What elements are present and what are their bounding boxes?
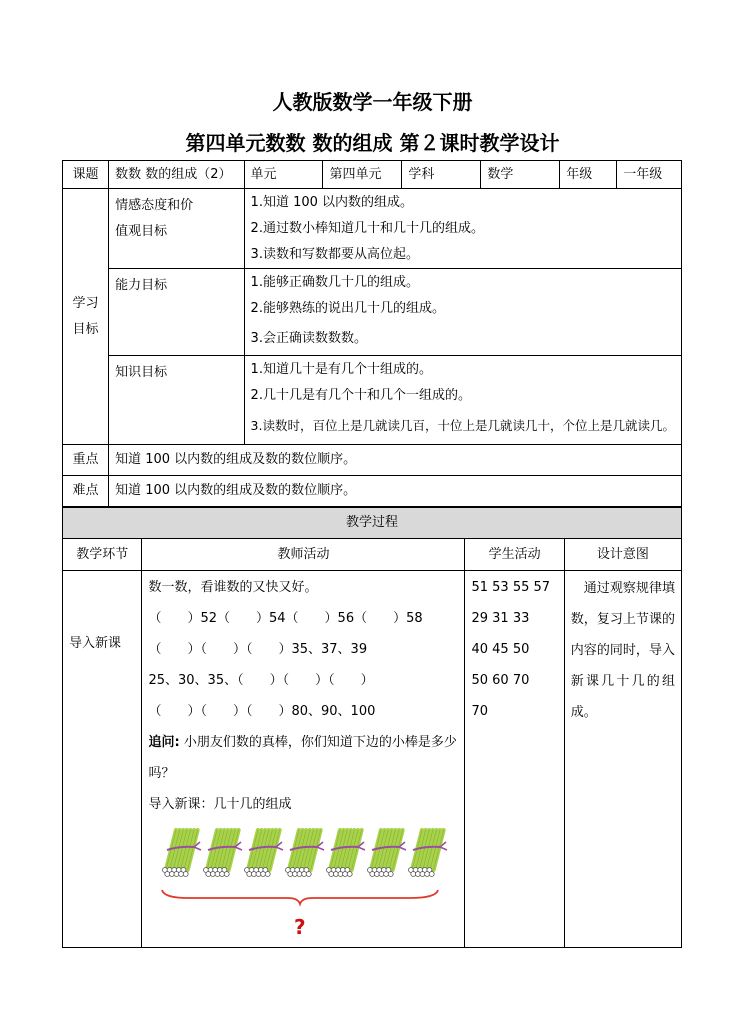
ability-goal-item: 1.能够正确数几十几的组成。 — [250, 275, 419, 290]
stick-bundle — [327, 830, 366, 877]
stick-bundle — [204, 830, 243, 877]
stick-bundle — [286, 830, 325, 877]
fill-blank-line: （ ）52（ ）54（ ）56（ ）58 — [148, 611, 423, 626]
question-label: 追问: — [148, 735, 180, 750]
knowledge-goal-label: 知识目标 — [109, 356, 244, 445]
emotion-goal-item: 2.通过数小棒知道几十和几十几的组成。 — [250, 221, 484, 236]
ability-goal-items — [244, 269, 681, 356]
fill-blank-line: （ ）（ ）（ ）35、37、39 — [148, 642, 368, 657]
ability-goal-item: 2.能够熟练的说出几十几的组成。 — [250, 301, 445, 316]
stick-bundles-illustration — [148, 822, 458, 947]
column-design: 设计意图 — [564, 539, 681, 571]
knowledge-goal-item: 3.读数时，百位上是几就读几百，十位上是几就读几十，个位上是几就读几。 — [250, 418, 675, 433]
goals-label-text: 学习目标 — [72, 295, 99, 337]
stick-bundle — [163, 830, 202, 877]
subject-value: 数学 — [481, 161, 560, 189]
grade-label: 年级 — [560, 161, 617, 189]
topic-value: 数数 数的组成（2） — [109, 161, 244, 189]
stick-end — [430, 872, 435, 877]
stick-end — [184, 872, 189, 877]
emotion-goal-item: 3.读数和写数都要从高位起。 — [250, 247, 419, 262]
student-answer: 51 53 55 57 — [471, 580, 551, 595]
document-title: 人教版数学一年级下册 — [272, 90, 473, 114]
knowledge-goal-item: 1.知道几十是有几个十组成的。 — [250, 362, 432, 377]
student-answer: 40 45 50 — [471, 642, 530, 657]
teacher-activity-cell — [142, 571, 465, 948]
student-answer: 29 31 33 — [471, 611, 530, 626]
teaching-process-table — [62, 507, 682, 948]
knowledge-goal-item: 2.几十几是有几个十和几个一组成的。 — [250, 388, 471, 403]
column-teacher: 教师活动 — [142, 539, 465, 571]
document-subtitle: 第四单元数数 数的组成 第２课时教学设计 — [185, 131, 560, 155]
design-intent-text: 通过观察规律填数，复习上节课的内容的同时，导入新课几十几的组成。 — [570, 581, 675, 720]
goals-label — [63, 189, 109, 445]
stick-end — [307, 872, 312, 877]
emotion-goal-item: 1.知道 100 以内数的组成。 — [250, 195, 414, 210]
student-answer: 50 60 70 — [471, 673, 530, 688]
difficulty-label: 难点 — [63, 476, 109, 507]
question-text: 小朋友们数的真棒，你们知道下边的小棒是多少吗？ — [148, 735, 457, 781]
lesson-info-table — [62, 160, 682, 507]
difficulty-value: 知道 100 以内数的组成及数的数位顺序。 — [109, 476, 682, 507]
fill-blank-line: 25、30、35、（ ）（ ）（ ） — [148, 673, 374, 688]
subject-label: 学科 — [402, 161, 481, 189]
emotion-goal-label — [109, 189, 244, 269]
teacher-intro: 数一数，看谁数的又快又好。 — [148, 580, 318, 595]
column-student: 学生活动 — [465, 539, 564, 571]
knowledge-goal-items — [244, 356, 681, 445]
unit-value: 第四单元 — [323, 161, 402, 189]
stick-end — [225, 872, 230, 877]
ability-goal-item: 3.会正确读数数数。 — [250, 331, 367, 346]
stick-bundle — [245, 830, 284, 877]
stick-end — [389, 872, 394, 877]
fill-blank-line: （ ）（ ）（ ）80、90、100 — [148, 704, 376, 719]
student-answer: 70 — [471, 704, 489, 719]
ability-goal-label: 能力目标 — [109, 269, 244, 356]
stage-cell: 导入新课 — [63, 571, 142, 948]
lead-in-text: 导入新课：几十几的组成 — [148, 797, 292, 812]
process-header: 教学过程 — [63, 508, 682, 539]
topic-label: 课题 — [63, 161, 109, 189]
design-intent-cell — [564, 571, 681, 948]
follow-up-question — [148, 727, 458, 789]
student-activity-cell — [465, 571, 564, 948]
question-mark: ? — [294, 915, 307, 939]
key-point-label: 重点 — [63, 445, 109, 476]
emotion-goal-items — [244, 189, 681, 269]
stick-end — [266, 872, 271, 877]
emotion-goal-label-text: 情感态度和价值观目标 — [115, 198, 194, 239]
brace — [162, 890, 438, 904]
stick-bundle — [368, 830, 407, 877]
key-point-value: 知道 100 以内数的组成及数的数位顺序。 — [109, 445, 682, 476]
grade-value: 一年级 — [617, 161, 682, 189]
stick-end — [348, 872, 353, 877]
unit-label: 单元 — [244, 161, 323, 189]
stick-bundle — [409, 830, 448, 877]
column-stage: 教学环节 — [63, 539, 142, 571]
